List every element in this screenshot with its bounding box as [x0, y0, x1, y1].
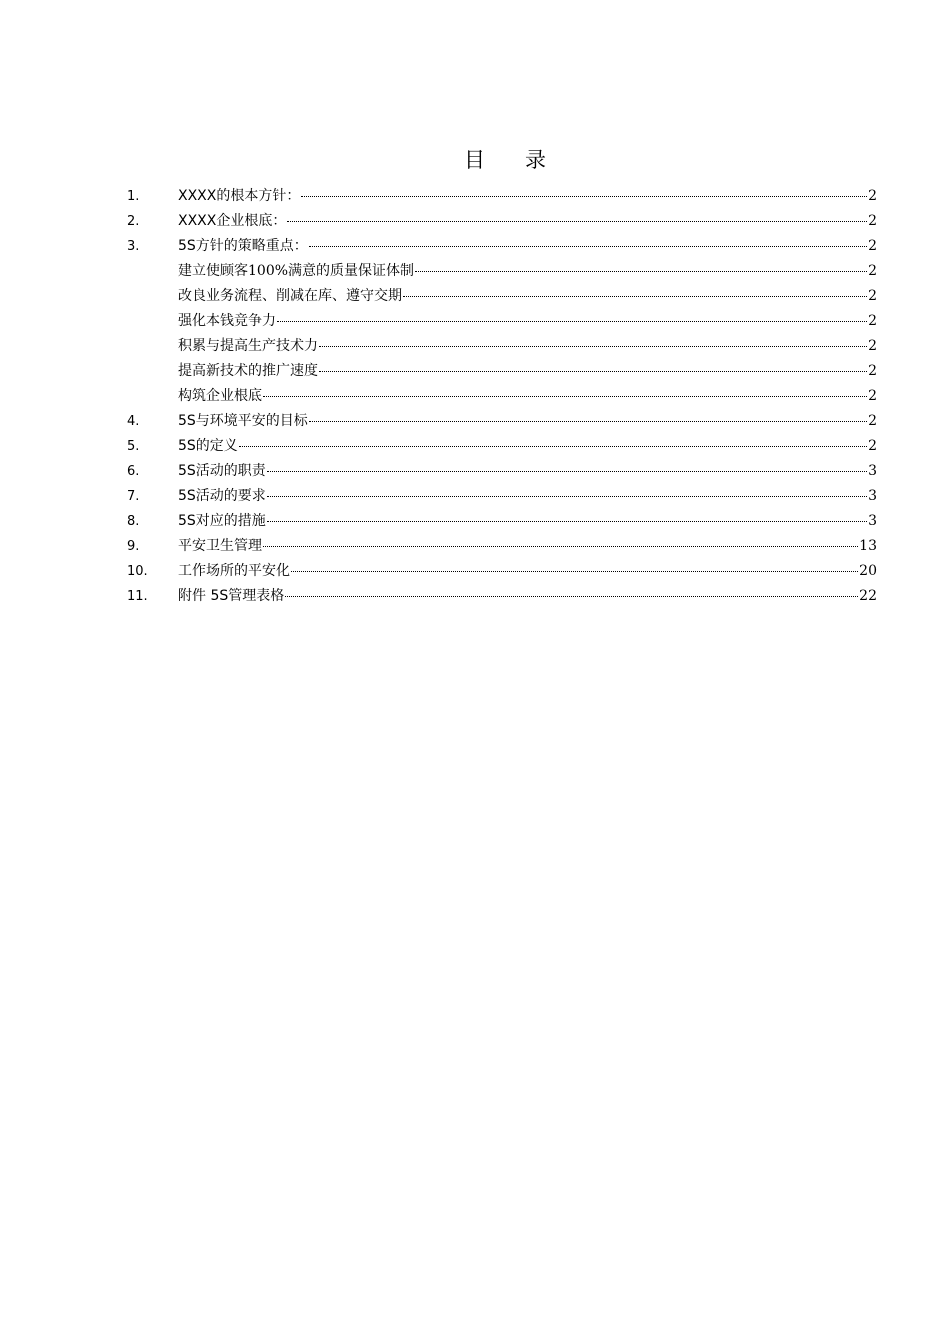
- toc-entry[interactable]: [127, 509, 877, 534]
- toc-entry-number: 2.: [127, 214, 140, 229]
- toc-entry-label: 提高新技术的推广速度: [178, 363, 318, 379]
- toc-subentry[interactable]: [127, 309, 877, 334]
- toc-entry-number: 6.: [127, 464, 140, 479]
- toc-entry-page: 2: [868, 338, 877, 354]
- toc-entry-number: 3.: [127, 239, 140, 254]
- toc-entry-page: 3: [868, 513, 877, 529]
- toc-entry-label: 5S方针的策略重点：: [178, 238, 308, 254]
- toc-dot-leader: [277, 320, 867, 322]
- toc-entry-label: 建立使顾客100%满意的质量保证体制: [178, 263, 415, 279]
- toc-dot-leader: [267, 520, 867, 522]
- toc-entry-page: 2: [868, 238, 877, 254]
- toc-entry-number: 4.: [127, 414, 140, 429]
- toc-dot-leader: [309, 420, 867, 422]
- toc-entry-label: 5S活动的职责: [178, 463, 266, 479]
- toc-dot-leader: [285, 595, 858, 597]
- toc-entry[interactable]: [127, 234, 877, 259]
- toc-entry-label: 附件 5S管理表格: [178, 588, 285, 604]
- toc-entry[interactable]: [127, 584, 877, 609]
- toc-entry-label: 工作场所的平安化: [178, 563, 290, 579]
- toc-entry-page: 2: [868, 188, 877, 204]
- toc-entry-number: 11.: [127, 589, 148, 604]
- toc-entry-label: 5S与环境平安的目标: [178, 413, 308, 429]
- toc-dot-leader: [309, 245, 867, 247]
- toc-entry[interactable]: [127, 559, 877, 584]
- toc-title: 目录: [464, 148, 586, 172]
- toc-dot-leader: [267, 495, 867, 497]
- toc-list: [127, 184, 877, 609]
- toc-dot-leader: [291, 570, 858, 572]
- toc-dot-leader: [403, 295, 867, 297]
- toc-entry-number: 7.: [127, 489, 140, 504]
- toc-entry-label: 平安卫生管理: [178, 538, 262, 554]
- toc-entry-label: 改良业务流程、削减在库、遵守交期: [178, 288, 402, 304]
- toc-subentry[interactable]: [127, 334, 877, 359]
- toc-entry-page: 2: [868, 363, 877, 379]
- toc-entry[interactable]: [127, 534, 877, 559]
- toc-entry-number: 1.: [127, 189, 140, 204]
- toc-dot-leader: [415, 270, 867, 272]
- toc-entry-page: 2: [868, 288, 877, 304]
- toc-entry-page: 2: [868, 413, 877, 429]
- toc-entry-label: XXXX企业根底：: [178, 213, 287, 229]
- toc-dot-leader: [319, 370, 867, 372]
- toc-entry-label: 5S对应的措施: [178, 513, 266, 529]
- toc-dot-leader: [267, 470, 867, 472]
- toc-entry[interactable]: [127, 409, 877, 434]
- toc-subentry[interactable]: [127, 359, 877, 384]
- toc-dot-leader: [263, 545, 858, 547]
- toc-entry-page: 2: [868, 438, 877, 454]
- toc-entry-page: 3: [868, 488, 877, 504]
- toc-entry-page: 2: [868, 388, 877, 404]
- toc-entry-label: 5S活动的要求: [178, 488, 266, 504]
- toc-entry-page: 2: [868, 313, 877, 329]
- toc-entry-page: 13: [859, 538, 877, 554]
- toc-entry-number: 9.: [127, 539, 140, 554]
- toc-dot-leader: [287, 220, 867, 222]
- toc-dot-leader: [239, 445, 867, 447]
- toc-entry-label: 积累与提高生产技术力: [178, 338, 318, 354]
- toc-entry-number: 10.: [127, 564, 148, 579]
- toc-entry-label: 5S的定义: [178, 438, 238, 454]
- toc-entry-label: 强化本钱竞争力: [178, 313, 276, 329]
- toc-entry-page: 2: [868, 213, 877, 229]
- toc-entry[interactable]: [127, 484, 877, 509]
- toc-dot-leader: [263, 395, 867, 397]
- toc-entry-page: 3: [868, 463, 877, 479]
- toc-entry[interactable]: [127, 209, 877, 234]
- toc-entry-page: 22: [859, 588, 877, 604]
- toc-entry-number: 8.: [127, 514, 140, 529]
- toc-entry[interactable]: [127, 434, 877, 459]
- toc-dot-leader: [319, 345, 867, 347]
- toc-subentry[interactable]: [127, 259, 877, 284]
- toc-entry-label: XXXX的根本方针：: [178, 188, 301, 204]
- toc-subentry[interactable]: [127, 284, 877, 309]
- toc-entry-page: 2: [868, 263, 877, 279]
- toc-subentry[interactable]: [127, 384, 877, 409]
- toc-entry-page: 20: [859, 563, 877, 579]
- toc-dot-leader: [301, 195, 867, 197]
- toc-entry-number: 5.: [127, 439, 140, 454]
- toc-entry[interactable]: [127, 184, 877, 209]
- toc-entry[interactable]: [127, 459, 877, 484]
- toc-entry-label: 构筑企业根底: [178, 388, 262, 404]
